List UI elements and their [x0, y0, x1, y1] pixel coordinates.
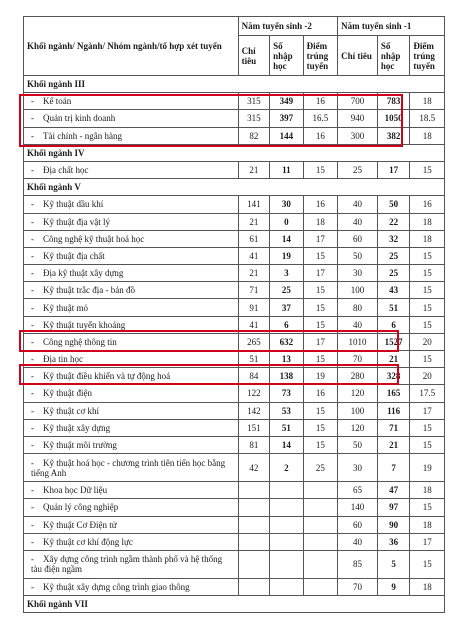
admitted-y1-cell: 25	[377, 265, 409, 282]
score-y1-cell: 17.5	[410, 385, 445, 402]
program-name: Kỹ thuật điện	[43, 388, 92, 399]
quota-y2-cell: 21	[238, 213, 269, 230]
quota-y1-cell: 40	[338, 196, 378, 213]
admitted-y2-cell: 2	[270, 454, 304, 482]
admitted-y2-cell	[270, 578, 304, 595]
admitted-y1-cell: 36	[377, 533, 409, 550]
bullet-dash: -	[31, 519, 34, 530]
table-body	[24, 76, 445, 613]
program-name: Kỹ thuật địa vật lý	[43, 216, 110, 227]
program-name: Kỹ thuật xây dựng	[43, 422, 111, 433]
bullet-dash: -	[31, 354, 34, 365]
admission-table	[23, 16, 445, 613]
score-y2-cell	[303, 516, 338, 533]
program-name-cell	[24, 419, 239, 436]
admitted-y1-cell: 165	[377, 385, 409, 402]
quota-y1-cell: 30	[338, 454, 378, 482]
table-row	[24, 351, 445, 368]
quota-y1-cell: 80	[338, 299, 378, 316]
quota-y2-cell: 41	[238, 316, 269, 333]
admitted-y1-cell: 22	[377, 213, 409, 230]
admitted-y2-cell: 349	[270, 93, 304, 110]
section-row	[24, 76, 445, 93]
section-label: Khối ngành IV	[24, 144, 445, 161]
bullet-dash: -	[31, 485, 34, 496]
score-y1-cell: 18	[410, 516, 445, 533]
admitted-y1-cell: 783	[377, 93, 409, 110]
admitted-y2-cell: 14	[270, 230, 304, 247]
score-y2-cell: 16	[303, 127, 338, 144]
program-name: Khoa học Dữ liệu	[43, 485, 108, 496]
bullet-dash: -	[31, 502, 34, 513]
quota-y1-cell: 940	[338, 110, 378, 127]
score-header: Điểm trúng tuyển	[410, 36, 445, 76]
program-name-cell	[24, 196, 239, 213]
program-name: Xây dựng công trình ngầm thành phố và hệ thống tàu điện ngầm	[31, 554, 223, 575]
score-y1-cell: 19	[410, 454, 445, 482]
score-y1-cell: 17	[410, 402, 445, 419]
score-y2-cell: 16	[303, 196, 338, 213]
program-name-cell	[24, 436, 239, 453]
score-y2-cell: 19	[303, 368, 338, 385]
quota-y1-cell: 280	[338, 368, 378, 385]
program-name: Tài chính - ngân hàng	[43, 130, 122, 141]
admitted-y2-cell: 144	[270, 127, 304, 144]
quota-y2-cell: 315	[238, 93, 269, 110]
score-y2-cell	[303, 533, 338, 550]
quota-y1-cell: 120	[338, 419, 378, 436]
quota-y2-cell	[238, 499, 269, 516]
program-name-cell	[24, 333, 239, 350]
admitted-y1-cell: 43	[377, 282, 409, 299]
quota-y2-cell	[238, 578, 269, 595]
program-name-cell	[24, 161, 239, 178]
table-row	[24, 299, 445, 316]
score-y1-cell: 15	[410, 247, 445, 264]
table-row	[24, 578, 445, 595]
admitted-y1-cell: 71	[377, 419, 409, 436]
quota-y2-cell: 151	[238, 419, 269, 436]
admitted-y2-cell	[270, 516, 304, 533]
admitted-header: Số nhập học	[377, 36, 409, 76]
quota-y2-cell: 41	[238, 247, 269, 264]
quota-y2-cell: 91	[238, 299, 269, 316]
admitted-y2-cell: 30	[270, 196, 304, 213]
table-row	[24, 247, 445, 264]
admitted-y2-cell: 53	[270, 402, 304, 419]
bullet-dash: -	[31, 371, 34, 382]
score-y2-cell	[303, 578, 338, 595]
score-y2-cell: 15	[303, 419, 338, 436]
table-row	[24, 127, 445, 144]
admission-table-container	[23, 16, 445, 613]
quota-y1-cell: 40	[338, 533, 378, 550]
table-row	[24, 316, 445, 333]
quota-y1-cell: 60	[338, 230, 378, 247]
quota-y1-cell: 300	[338, 127, 378, 144]
program-name-cell	[24, 454, 239, 482]
quota-y1-cell: 30	[338, 265, 378, 282]
quota-y2-cell: 141	[238, 196, 269, 213]
quota-y1-cell: 120	[338, 385, 378, 402]
score-y2-cell: 16	[303, 385, 338, 402]
program-name: Kỹ thuật hoá học - chương trình tiên tiến học bằng tiếng Anh	[31, 457, 226, 478]
quota-y2-cell: 42	[238, 454, 269, 482]
score-y1-cell: 15	[410, 316, 445, 333]
score-y2-cell: 15	[303, 299, 338, 316]
admitted-y1-cell: 7	[377, 454, 409, 482]
table-row	[24, 419, 445, 436]
quota-y1-cell: 40	[338, 213, 378, 230]
admitted-y1-cell: 50	[377, 196, 409, 213]
program-name: Kỹ thuật trắc địa - bản đồ	[43, 285, 135, 296]
admitted-y2-cell: 138	[270, 368, 304, 385]
admitted-y2-cell: 73	[270, 385, 304, 402]
program-name: Địa chất học	[43, 165, 89, 176]
quota-y2-cell	[238, 533, 269, 550]
quota-y1-cell: 40	[338, 316, 378, 333]
quota-y1-cell: 100	[338, 402, 378, 419]
table-row	[24, 368, 445, 385]
score-y1-cell: 15	[410, 436, 445, 453]
bullet-dash: -	[31, 319, 34, 330]
bullet-dash: -	[31, 457, 34, 468]
score-y2-cell: 16.5	[303, 110, 338, 127]
bullet-dash: -	[31, 440, 34, 451]
quota-y2-cell: 51	[238, 351, 269, 368]
program-name: Kỹ thuật điều khiển và tự động hoá	[43, 371, 171, 382]
bullet-dash: -	[31, 388, 34, 399]
score-y2-cell: 15	[303, 282, 338, 299]
quota-y2-cell: 122	[238, 385, 269, 402]
admitted-y2-cell: 11	[270, 161, 304, 178]
admitted-y1-cell: 17	[377, 161, 409, 178]
score-y2-cell: 16	[303, 93, 338, 110]
bullet-dash: -	[31, 302, 34, 313]
table-row	[24, 93, 445, 110]
year-minus2-header: Năm tuyển sinh -2	[238, 17, 337, 36]
quota-y1-cell: 700	[338, 93, 378, 110]
program-name: Công nghệ thông tin	[43, 336, 117, 347]
table-row	[24, 265, 445, 282]
quota-y2-cell: 21	[238, 161, 269, 178]
bullet-dash: -	[31, 130, 34, 141]
admitted-y1-cell: 25	[377, 247, 409, 264]
program-name-cell	[24, 550, 239, 578]
program-name-cell	[24, 247, 239, 264]
quota-y1-cell: 50	[338, 436, 378, 453]
program-name-cell	[24, 110, 239, 127]
score-y2-cell: 17	[303, 265, 338, 282]
year-minus1-header: Năm tuyển sinh -1	[338, 17, 445, 36]
program-name: Địa kỹ thuật xây dựng	[43, 268, 124, 279]
table-row	[24, 482, 445, 499]
table-row	[24, 161, 445, 178]
admitted-y2-cell	[270, 499, 304, 516]
quota-y1-cell: 50	[338, 247, 378, 264]
admitted-y1-cell: 5	[377, 550, 409, 578]
program-name-cell	[24, 93, 239, 110]
program-name-cell	[24, 368, 239, 385]
program-name-cell	[24, 127, 239, 144]
quota-y1-cell: 85	[338, 550, 378, 578]
admitted-y1-cell: 382	[377, 127, 409, 144]
admitted-y2-cell	[270, 550, 304, 578]
table-row	[24, 516, 445, 533]
quota-y2-cell: 71	[238, 282, 269, 299]
admitted-y2-cell: 37	[270, 299, 304, 316]
program-name: Kỹ thuật dầu khí	[43, 199, 104, 210]
program-name-cell	[24, 499, 239, 516]
table-row	[24, 454, 445, 482]
table-row	[24, 196, 445, 213]
program-name: Kỹ thuật Cơ Điện tử	[43, 519, 117, 530]
program-name-cell	[24, 533, 239, 550]
score-y1-cell: 15	[410, 351, 445, 368]
bullet-dash: -	[31, 250, 34, 261]
score-y2-cell: 15	[303, 316, 338, 333]
score-y2-cell: 15	[303, 161, 338, 178]
score-y2-cell: 17	[303, 333, 338, 350]
admitted-y1-cell: 116	[377, 402, 409, 419]
section-row	[24, 144, 445, 161]
table-row	[24, 282, 445, 299]
admitted-y1-cell: 21	[377, 436, 409, 453]
program-name: Kỹ thuật cơ khí	[43, 405, 99, 416]
admitted-y2-cell: 397	[270, 110, 304, 127]
score-y2-cell: 18	[303, 213, 338, 230]
quota-y1-cell: 25	[338, 161, 378, 178]
program-name-cell	[24, 316, 239, 333]
admitted-y2-cell: 25	[270, 282, 304, 299]
bullet-dash: -	[31, 536, 34, 547]
admitted-y1-cell: 1527	[377, 333, 409, 350]
quota-y2-cell: 84	[238, 368, 269, 385]
table-row	[24, 333, 445, 350]
bullet-dash: -	[31, 336, 34, 347]
bullet-dash: -	[31, 422, 34, 433]
program-name: Công nghệ kỹ thuật hoá học	[43, 233, 145, 244]
table-row	[24, 230, 445, 247]
score-y1-cell: 15	[410, 265, 445, 282]
bullet-dash: -	[31, 113, 34, 124]
program-name: Kỹ thuật cơ khí động lực	[43, 536, 133, 547]
program-name: Kế toán	[43, 96, 72, 107]
score-y1-cell: 15	[410, 299, 445, 316]
table-row	[24, 110, 445, 127]
bullet-dash: -	[31, 554, 34, 565]
score-y1-cell: 16	[410, 196, 445, 213]
bullet-dash: -	[31, 165, 34, 176]
score-y1-cell: 20	[410, 333, 445, 350]
program-name: Quản lý công nghiệp	[43, 502, 119, 513]
quota-y2-cell: 21	[238, 265, 269, 282]
admitted-y2-cell	[270, 482, 304, 499]
program-name: Kỹ thuật tuyển khoáng	[43, 319, 126, 330]
program-name: Kỹ thuật môi trường	[43, 440, 117, 451]
program-name: Kỹ thuật xây dựng công trình giao thông	[43, 581, 190, 592]
table-row	[24, 499, 445, 516]
score-y1-cell: 18	[410, 213, 445, 230]
bullet-dash: -	[31, 199, 34, 210]
admitted-y2-cell: 0	[270, 213, 304, 230]
bullet-dash: -	[31, 285, 34, 296]
section-label: Khối ngành V	[24, 179, 445, 196]
admitted-y1-cell: 21	[377, 351, 409, 368]
table-row	[24, 213, 445, 230]
admitted-y1-cell: 32	[377, 230, 409, 247]
score-y2-cell: 15	[303, 351, 338, 368]
program-name-cell	[24, 385, 239, 402]
quota-header: Chỉ tiêu	[338, 36, 378, 76]
program-name-cell	[24, 213, 239, 230]
quota-y2-cell: 315	[238, 110, 269, 127]
table-row	[24, 550, 445, 578]
admitted-y1-cell: 6	[377, 316, 409, 333]
program-name-cell	[24, 282, 239, 299]
quota-y1-cell: 1010	[338, 333, 378, 350]
score-y1-cell: 15	[410, 550, 445, 578]
table-row	[24, 436, 445, 453]
score-y2-cell: 15	[303, 402, 338, 419]
admitted-y2-cell: 13	[270, 351, 304, 368]
table-row	[24, 385, 445, 402]
group-header: Khối ngành/ Ngành/ Nhóm ngành/tổ hợp xét tuyển	[24, 17, 239, 76]
program-name-cell	[24, 351, 239, 368]
bullet-dash: -	[31, 216, 34, 227]
score-y1-cell: 15	[410, 419, 445, 436]
quota-y2-cell: 82	[238, 127, 269, 144]
program-name-cell	[24, 482, 239, 499]
score-header: Điểm trúng tuyển	[303, 36, 338, 76]
score-y2-cell: 15	[303, 247, 338, 264]
section-row	[24, 596, 445, 613]
admitted-y2-cell: 14	[270, 436, 304, 453]
program-name-cell	[24, 578, 239, 595]
admitted-y2-cell: 19	[270, 247, 304, 264]
score-y2-cell: 15	[303, 436, 338, 453]
program-name-cell	[24, 299, 239, 316]
score-y1-cell: 15	[410, 499, 445, 516]
table-row	[24, 402, 445, 419]
admitted-y1-cell: 97	[377, 499, 409, 516]
bullet-dash: -	[31, 405, 34, 416]
quota-y2-cell	[238, 482, 269, 499]
admitted-y2-cell: 3	[270, 265, 304, 282]
admitted-header: Số nhập học	[270, 36, 304, 76]
score-y1-cell: 18.5	[410, 110, 445, 127]
score-y1-cell: 18	[410, 482, 445, 499]
score-y1-cell: 20	[410, 368, 445, 385]
program-name: Kỹ thuật địa chất	[43, 250, 105, 261]
score-y1-cell: 18	[410, 127, 445, 144]
score-y1-cell: 18	[410, 93, 445, 110]
program-name-cell	[24, 516, 239, 533]
admitted-y1-cell: 51	[377, 299, 409, 316]
score-y1-cell: 15	[410, 161, 445, 178]
quota-header: Chỉ tiêu	[238, 36, 269, 76]
program-name-cell	[24, 265, 239, 282]
admitted-y2-cell: 6	[270, 316, 304, 333]
admitted-y1-cell: 328	[377, 368, 409, 385]
score-y1-cell: 18	[410, 578, 445, 595]
program-name-cell	[24, 402, 239, 419]
quota-y1-cell: 65	[338, 482, 378, 499]
quota-y2-cell	[238, 516, 269, 533]
admitted-y2-cell: 51	[270, 419, 304, 436]
score-y2-cell	[303, 499, 338, 516]
score-y2-cell	[303, 550, 338, 578]
quota-y2-cell: 81	[238, 436, 269, 453]
score-y1-cell: 15	[410, 282, 445, 299]
admitted-y2-cell	[270, 533, 304, 550]
admitted-y1-cell: 9	[377, 578, 409, 595]
score-y2-cell	[303, 482, 338, 499]
program-name: Địa tin học	[43, 354, 83, 365]
admitted-y1-cell: 47	[377, 482, 409, 499]
quota-y1-cell: 140	[338, 499, 378, 516]
section-label: Khối ngành VII	[24, 596, 445, 613]
quota-y2-cell: 61	[238, 230, 269, 247]
bullet-dash: -	[31, 96, 34, 107]
bullet-dash: -	[31, 268, 34, 279]
score-y2-cell: 17	[303, 230, 338, 247]
quota-y2-cell: 265	[238, 333, 269, 350]
program-name-cell	[24, 230, 239, 247]
quota-y1-cell: 60	[338, 516, 378, 533]
score-y1-cell: 17	[410, 533, 445, 550]
table-row	[24, 533, 445, 550]
admitted-y1-cell: 1050	[377, 110, 409, 127]
section-label: Khối ngành III	[24, 76, 445, 93]
quota-y1-cell: 70	[338, 351, 378, 368]
bullet-dash: -	[31, 581, 34, 592]
quota-y2-cell	[238, 550, 269, 578]
bullet-dash: -	[31, 233, 34, 244]
admitted-y2-cell: 632	[270, 333, 304, 350]
quota-y1-cell: 100	[338, 282, 378, 299]
score-y1-cell: 18	[410, 230, 445, 247]
score-y2-cell: 25	[303, 454, 338, 482]
section-row	[24, 179, 445, 196]
quota-y2-cell: 142	[238, 402, 269, 419]
program-name: Kỹ thuật mỏ	[43, 302, 88, 313]
quota-y1-cell: 70	[338, 578, 378, 595]
program-name: Quản trị kinh doanh	[43, 113, 116, 124]
admitted-y1-cell: 90	[377, 516, 409, 533]
